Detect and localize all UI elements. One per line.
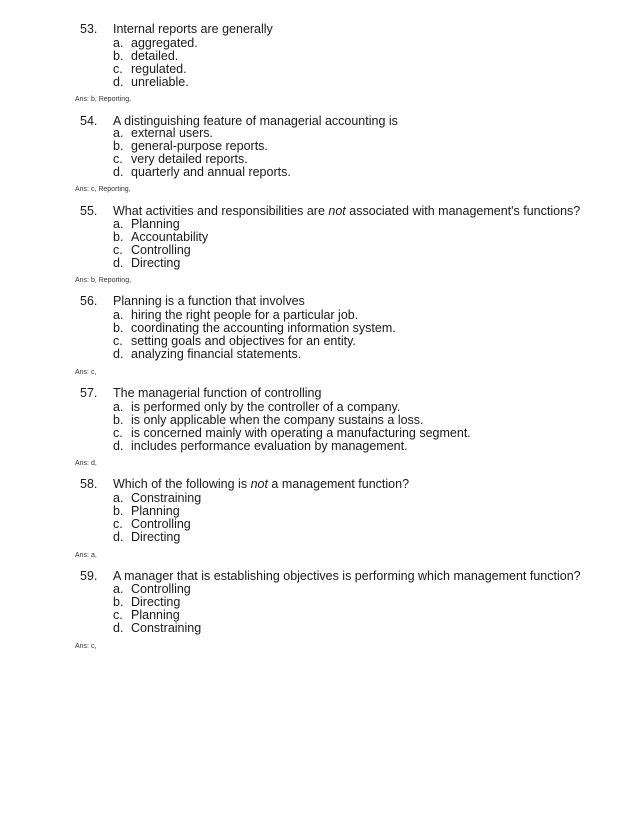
option-letter: b.: [113, 321, 124, 335]
option-letter: c.: [113, 608, 123, 622]
option-letter: d.: [113, 165, 124, 179]
question-text: Planning is a function that involves: [113, 294, 305, 308]
option-text: Planning: [131, 217, 180, 231]
option-letter: b.: [113, 230, 124, 244]
question-text: What activities and responsibilities are not associated with management's functions?: [113, 204, 581, 218]
option-text: Constraining: [131, 621, 202, 635]
answer-key: Ans: c,: [75, 643, 97, 650]
option-text: includes performance evaluation by management.: [131, 439, 408, 453]
option-letter: c.: [113, 426, 123, 440]
option-text: Planning: [131, 504, 180, 518]
option-text: Planning: [131, 608, 180, 622]
option-letter: b.: [113, 49, 124, 63]
question-number: 58.: [80, 477, 98, 491]
option-letter: d.: [113, 256, 124, 270]
option-text: detailed.: [131, 49, 179, 63]
option-letter: a.: [113, 491, 124, 505]
question-text: Which of the following is not a management function?: [113, 477, 410, 491]
option-letter: c.: [113, 152, 123, 166]
option-letter: a.: [113, 582, 124, 596]
question-text: The managerial function of controlling: [113, 386, 322, 400]
option-text: regulated.: [131, 62, 187, 76]
option-text: Accountability: [131, 230, 209, 244]
option-letter: a.: [113, 217, 124, 231]
option-text: Controlling: [131, 243, 191, 257]
option-text: is performed only by the controller of a company.: [131, 400, 401, 414]
option-letter: d.: [113, 439, 124, 453]
option-letter: d.: [113, 75, 124, 89]
question-number: 57.: [80, 386, 98, 400]
option-text: Controlling: [131, 517, 191, 531]
option-text: Controlling: [131, 582, 191, 596]
option-text: external users.: [131, 126, 213, 140]
question-text: A distinguishing feature of managerial accounting is: [113, 114, 398, 128]
option-text: Directing: [131, 256, 181, 270]
option-text: Directing: [131, 595, 181, 609]
option-letter: a.: [113, 308, 124, 322]
question-number: 59.: [80, 569, 98, 583]
option-letter: a.: [113, 36, 124, 50]
option-text: very detailed reports.: [131, 152, 248, 166]
option-text: Directing: [131, 530, 181, 544]
question-text: Internal reports are generally: [113, 22, 273, 36]
option-text: analyzing financial statements.: [131, 347, 302, 361]
option-letter: a.: [113, 126, 124, 140]
option-letter: c.: [113, 517, 123, 531]
answer-key: Ans: c,: [75, 369, 97, 376]
answer-key: Ans: d,: [75, 460, 97, 467]
option-letter: c.: [113, 62, 123, 76]
answer-key: Ans: b, Reporting,: [75, 277, 132, 284]
question-number: 56.: [80, 294, 98, 308]
answer-key: Ans: a,: [75, 552, 97, 559]
option-letter: b.: [113, 595, 124, 609]
answer-key: Ans: b, Reporting,: [75, 96, 132, 103]
option-text: hiring the right people for a particular job.: [131, 308, 359, 322]
option-text: is concerned mainly with operating a manufacturing segment.: [131, 426, 471, 440]
option-text: general-purpose reports.: [131, 139, 268, 153]
answer-key: Ans: c, Reporting,: [75, 186, 131, 193]
question-number: 53.: [80, 22, 98, 36]
option-letter: c.: [113, 243, 123, 257]
option-letter: a.: [113, 400, 124, 414]
emphasis-not: not: [250, 477, 268, 491]
option-letter: d.: [113, 621, 124, 635]
emphasis-not: not: [328, 204, 346, 218]
option-text: aggregated.: [131, 36, 198, 50]
option-letter: c.: [113, 334, 123, 348]
question-text: A manager that is establishing objectives is performing which management function?: [113, 569, 581, 583]
option-text: is only applicable when the company sustains a loss.: [131, 413, 424, 427]
option-text: setting goals and objectives for an entity.: [131, 334, 356, 348]
option-letter: d.: [113, 530, 124, 544]
option-letter: b.: [113, 413, 124, 427]
question-number: 55.: [80, 204, 98, 218]
option-text: unreliable.: [131, 75, 189, 89]
question-number: 54.: [80, 114, 98, 128]
option-text: Constraining: [131, 491, 202, 505]
option-text: quarterly and annual reports.: [131, 165, 291, 179]
option-text: coordinating the accounting information system.: [131, 321, 396, 335]
option-letter: b.: [113, 139, 124, 153]
option-letter: d.: [113, 347, 124, 361]
option-letter: b.: [113, 504, 124, 518]
